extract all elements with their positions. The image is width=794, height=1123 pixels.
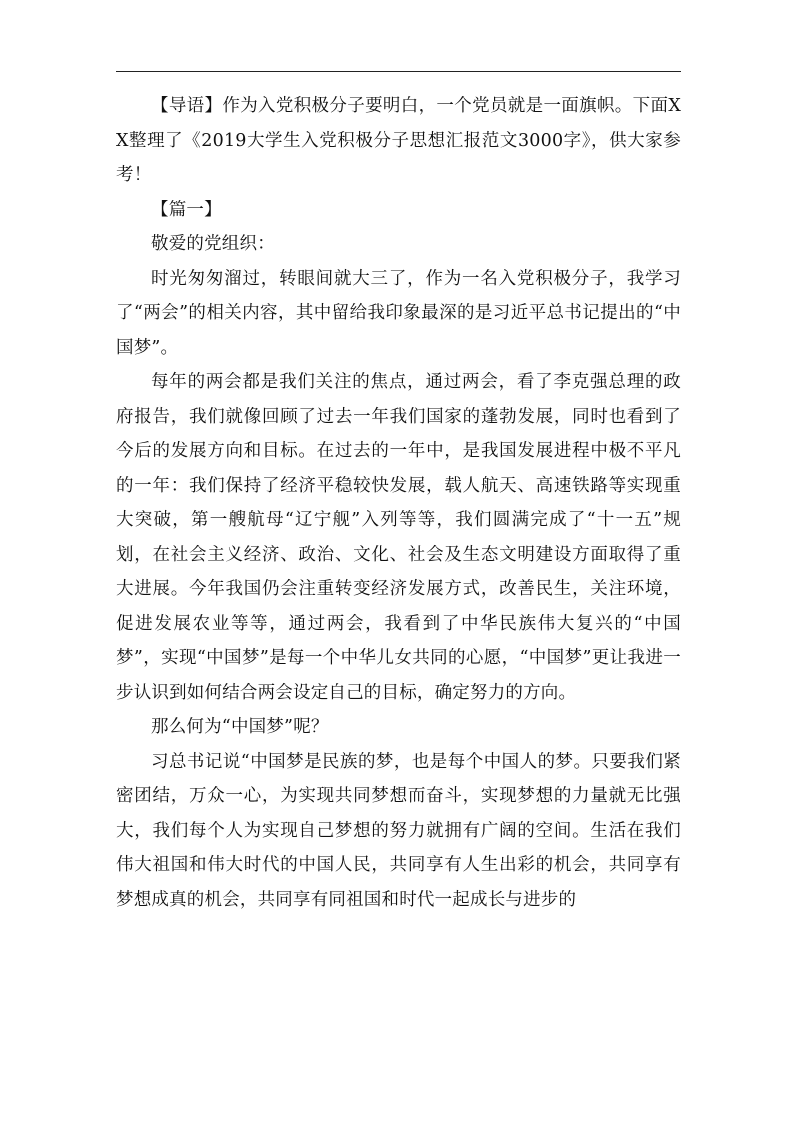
body-paragraph-1: 时光匆匆溜过，转眼间就大三了，作为一名入党积极分子，我学习了“两会”的相关内容，其中留给我印象最深的是习近平总书记提出的“中国梦”。 xyxy=(116,268,681,358)
header-rule xyxy=(116,71,681,72)
document-body xyxy=(116,89,681,917)
salutation: 敬爱的党组织： xyxy=(151,234,275,254)
intro-paragraph: 【导语】作为入党积极分子要明白，一个党员就是一面旗帜。下面XX整理了《2019大学生入党积极分子思想汇报范文3000字》，供大家参考！ xyxy=(116,96,681,185)
body-paragraph-2: 每年的两会都是我们关注的焦点，通过两会，看了李克强总理的政府报告，我们就像回顾了过去一年我们国家的蓬勃发展，同时也看到了今后的发展方向和目标。在过去的一年中，是我国发展进程中极不平凡的一年：我们保持了经济平稳较快发展，载人航天、高速铁路等实现重大突破，第一艘航母“辽宁舰”入列等等，我们圆满完成了“十一五”规划，在社会主义经济、政治、文化、社会及生态文明建设方面取得了重大进展。今年我国仍会注重转变经济发展方式，改善民生，关注环境，促进发展农业等等，通过两会，我看到了中华民族伟大复兴的“中国梦”，实现“中国梦”是每一个中华儿女共同的心愿，“中国梦”更让我进一步认识到如何结合两会设定自己的目标，确定努力的方向。 xyxy=(116,372,681,703)
section-title: 【篇一】 xyxy=(151,199,222,220)
body-paragraph-3: 那么何为“中国梦”呢？ xyxy=(151,717,329,737)
body-paragraph-4: 习总书记说“中国梦是民族的梦，也是每个中国人的梦。只要我们紧密团结，万众一心，为实现共同梦想而奋斗，实现梦想的力量就无比强大，我们每个人为实现自己梦想的努力就拥有广阔的空间。生活在我们伟大祖国和伟大时代的中国人民，共同享有人生出彩的机会，共同享有梦想成真的机会，共同享有同祖国和时代一起成长与进步的 xyxy=(116,751,681,910)
